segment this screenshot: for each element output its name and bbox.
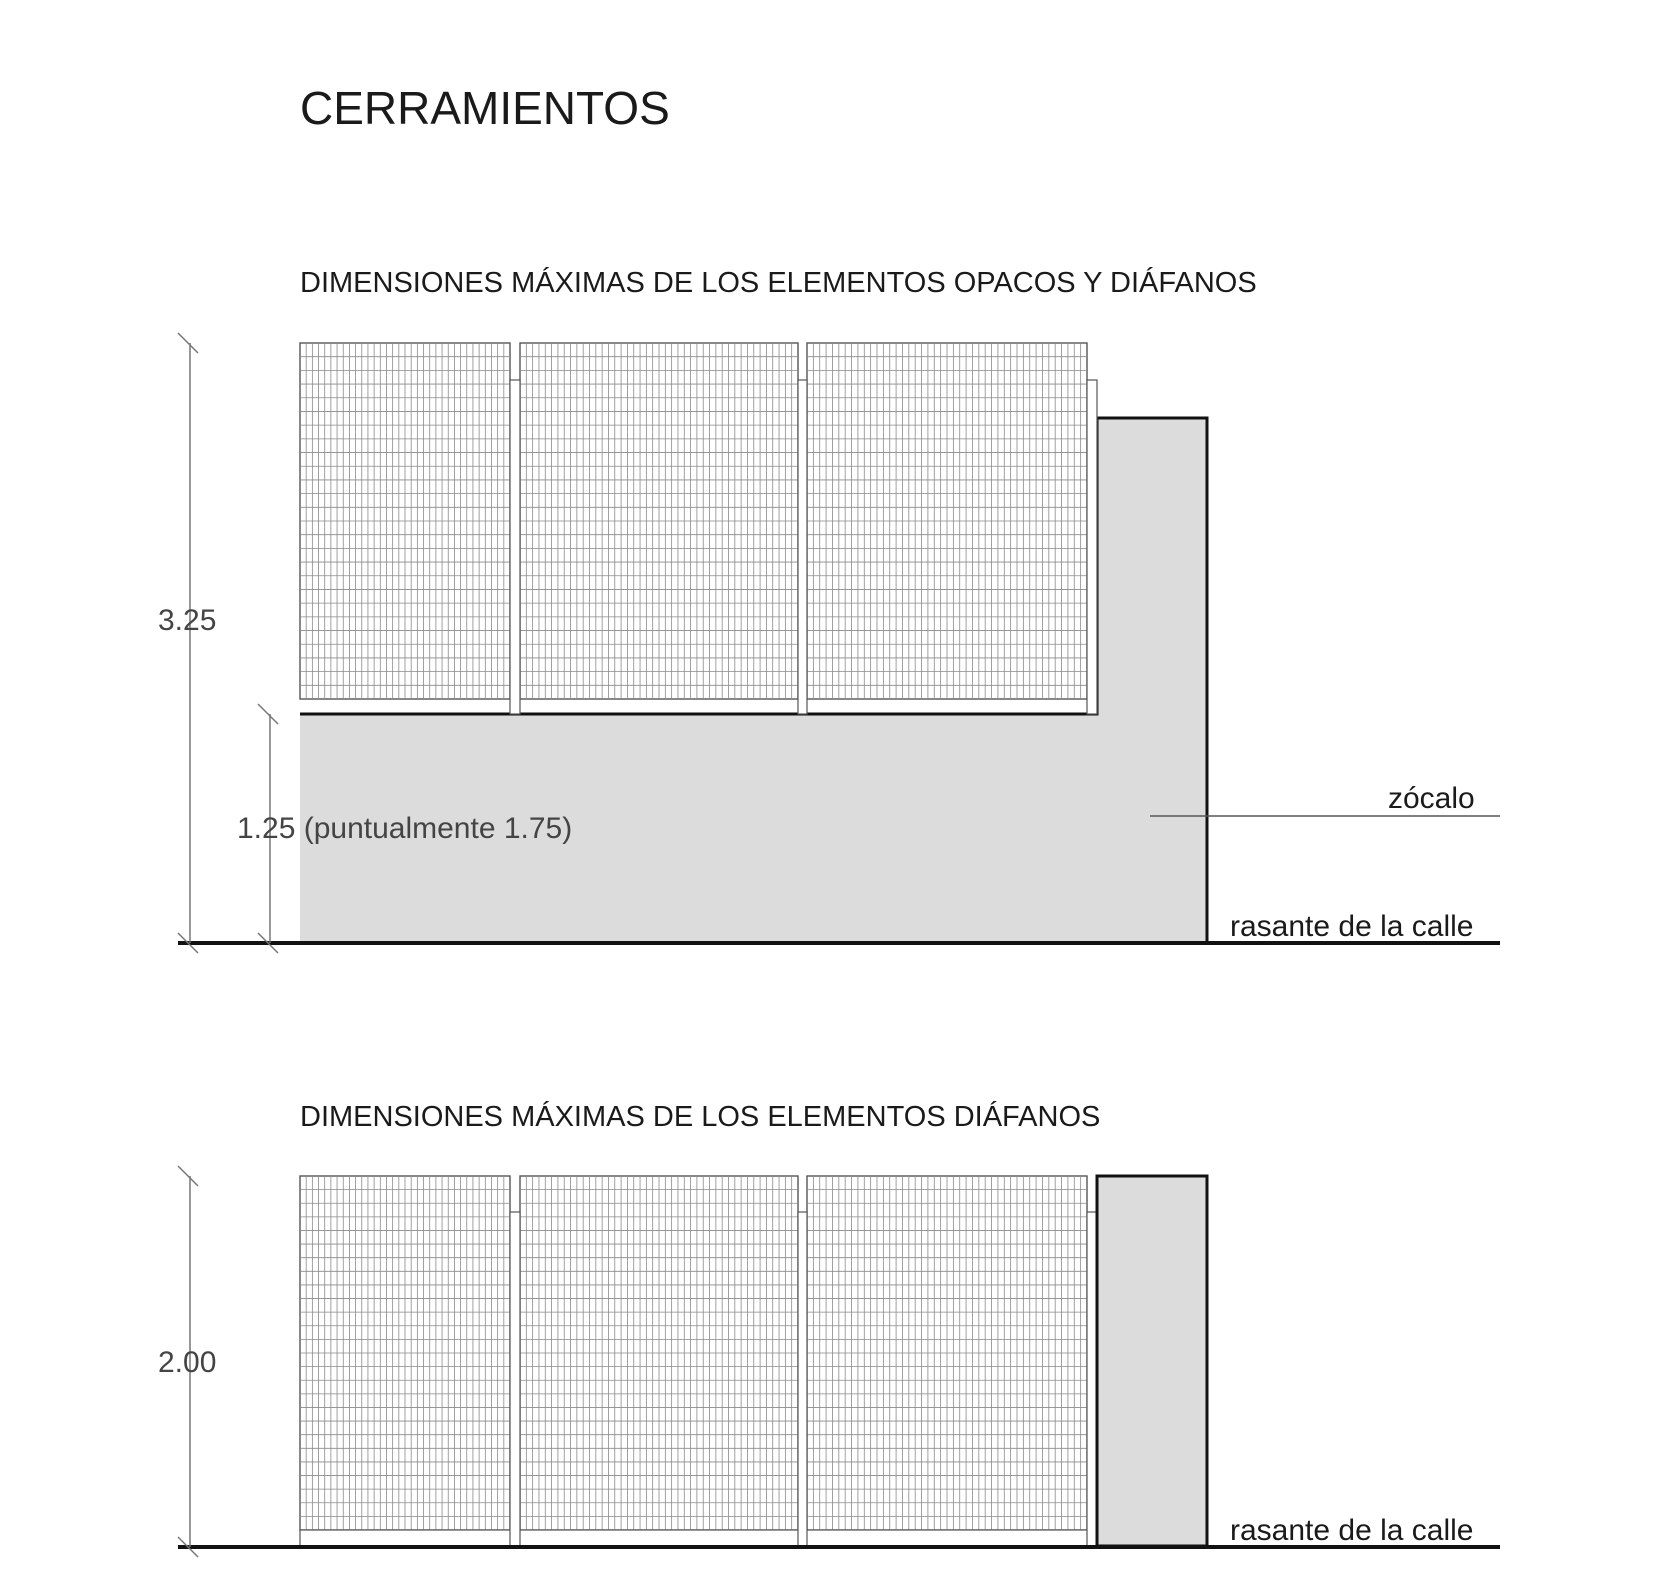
mesh-panel-1 (300, 343, 510, 699)
fence-post (798, 1212, 807, 1546)
zocalo-label: zócalo (1388, 782, 1475, 815)
ground-label: rasante de la calle (1230, 1514, 1474, 1547)
fence-post (1087, 380, 1097, 714)
base-height-label: 1.25 (puntualmente 1.75) (237, 812, 573, 845)
mesh-panel-2 (520, 1176, 798, 1530)
pillar (1097, 1176, 1207, 1546)
total-height-label: 3.25 (158, 604, 217, 637)
ground-label: rasante de la calle (1230, 910, 1474, 943)
page-title: CERRAMIENTOS (300, 82, 670, 134)
diagram-transparent-only (158, 1100, 1500, 1557)
fence-bottom-rail (300, 1530, 1097, 1546)
mesh-panel-3 (807, 343, 1087, 699)
diagram2-heading: DIMENSIONES MÁXIMAS DE LOS ELEMENTOS DIÁFANOS (300, 1101, 1101, 1133)
mesh-panel-3 (807, 1176, 1087, 1530)
fence-post (798, 380, 807, 714)
diagram1-heading: DIMENSIONES MÁXIMAS DE LOS ELEMENTOS OPACOS Y DIÁFANOS (300, 267, 1257, 299)
mesh-panel-2 (520, 343, 798, 699)
total-height-label: 2.00 (158, 1346, 217, 1379)
fence-post (510, 1212, 520, 1546)
dimension-total-height (178, 333, 198, 953)
fence-post (510, 380, 520, 714)
mesh-panel-1 (300, 1176, 510, 1530)
diagram-opaque-and-transparent (158, 266, 1500, 953)
